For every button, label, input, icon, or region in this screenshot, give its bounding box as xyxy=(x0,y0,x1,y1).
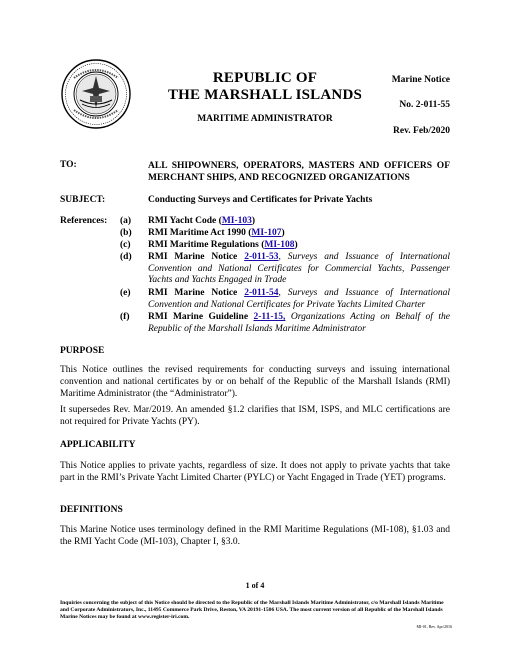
ref-item-b xyxy=(148,228,450,240)
ref-link-2-011-53[interactable]: 2-011-53 xyxy=(244,252,279,262)
ref-letter-e: (e) xyxy=(120,288,131,298)
to-label: TO: xyxy=(60,160,77,170)
ref-link-mi-103[interactable]: MI-103 xyxy=(221,216,252,226)
ref-link-mi-107[interactable]: MI-107 xyxy=(251,228,282,238)
subject-text: Conducting Surveys and Certificates for Private Yachts xyxy=(148,195,373,205)
ref-title: RMI Marine Notice xyxy=(148,252,245,262)
form-number: MI-01, Rev. Apr/2016 xyxy=(416,624,452,629)
ref-open: ( xyxy=(245,228,252,238)
ref-letter-f: (f) xyxy=(120,312,130,322)
references-label: References: xyxy=(60,216,108,226)
applicability-heading: APPLICABILITY xyxy=(60,440,136,450)
ref-letter-d: (d) xyxy=(120,252,132,262)
ref-close: ) xyxy=(281,228,285,238)
ref-title: RMI Maritime Regulations xyxy=(148,240,259,250)
notice-number: No. 2-011-55 xyxy=(399,100,450,110)
purpose-paragraph-1: This Notice outlines the revised requirements for conducting surveys and issuing international convention and national certificates by or on behalf of the Republic of the Marshall Islands (RMI) Maritime Administrator (the “Administrator”). xyxy=(60,365,450,399)
title-line-2: THE MARSHALL ISLANDS xyxy=(167,87,363,103)
ref-title: RMI Maritime Act 1990 xyxy=(148,228,246,238)
ref-link-2-011-54[interactable]: 2-011-54 xyxy=(244,288,279,298)
ref-close: ) xyxy=(251,216,256,226)
ref-letter-a: (a) xyxy=(120,216,132,226)
subject-label: SUBJECT: xyxy=(60,195,106,205)
administrator-label: MARITIME ADMINISTRATOR xyxy=(197,114,333,124)
definitions-paragraph: This Marine Notice uses terminology defined in the RMI Maritime Regulations (MI-108), §1.03 and the RMI Yacht Code (MI-103), Chapter I, §3.0. xyxy=(60,525,450,547)
title-line-1: REPUBLIC OF xyxy=(212,70,318,86)
ref-link-2-11-15[interactable]: 2-11-15, xyxy=(253,312,286,322)
ref-title: RMI Marine Notice xyxy=(148,288,245,298)
ref-open: ( xyxy=(216,216,222,226)
to-recipients: ALL SHIPOWNERS, OPERATORS, MASTERS AND OFFICERS OF MERCHANT SHIPS, AND RECOGNIZED ORGANIZATIONS xyxy=(148,161,450,183)
ref-item-f xyxy=(148,312,450,335)
ref-item-d xyxy=(148,252,450,287)
applicability-paragraph: This Notice applies to private yachts, regardless of size. It does not apply to private yachts that take part in the RMI’s Private Yacht Limited Charter (PYLC) or Yacht Engaged in Trade (YET) programs. xyxy=(60,461,450,483)
ref-description: , Surveys and Issuance of International Convention and National Certificates for Commercial Yachts, Passenger Yachts and Yachts Engaged in Trade xyxy=(148,252,450,285)
ref-title: RMI Yacht Code xyxy=(148,216,217,226)
purpose-paragraph-2: It supersedes Rev. Mar/2019. An amended §1.2 clarifies that ISM, ISPS, and MLC certifications are not required for Private Yachts (PY). xyxy=(60,405,450,427)
seal-emblem xyxy=(60,58,132,130)
ref-item-c xyxy=(148,240,450,252)
ref-close: ) xyxy=(294,240,298,250)
page-number: 1 of 4 xyxy=(245,581,265,590)
ref-description: , Surveys and Issuance of International Convention and National Certificates for Private Yachts Limited Charter xyxy=(148,288,450,310)
notice-revision: Rev. Feb/2020 xyxy=(393,126,450,136)
ref-link-mi-108[interactable]: MI-108 xyxy=(264,240,295,250)
purpose-heading: PURPOSE xyxy=(60,346,105,356)
ref-item-a xyxy=(148,216,450,228)
ref-letter-c: (c) xyxy=(120,240,131,250)
ref-letter-b: (b) xyxy=(120,228,132,238)
ref-item-e xyxy=(148,288,450,311)
ref-description: Organizations Acting on Behalf of the Republic of the Marshall Islands Maritime Administrator xyxy=(148,312,450,334)
notice-type: Marine Notice xyxy=(391,75,450,85)
ref-open: ( xyxy=(258,240,265,250)
definitions-heading: DEFINITIONS xyxy=(60,505,123,515)
footer-inquiries: Inquiries concerning the subject of this Notice should be directed to the Republic of the Marshall Islands Maritime Administrator, c/o Marshall Islands Maritime and Corporate Administrators, Inc., 11495 Commerce Park Drive, Reston, VA 20191-1506 USA. The most current version of all Republic of the Marshall Islands Marine Notices may be found at www.register-iri.com. xyxy=(60,600,444,620)
ref-title: RMI Marine Guideline xyxy=(148,312,254,322)
